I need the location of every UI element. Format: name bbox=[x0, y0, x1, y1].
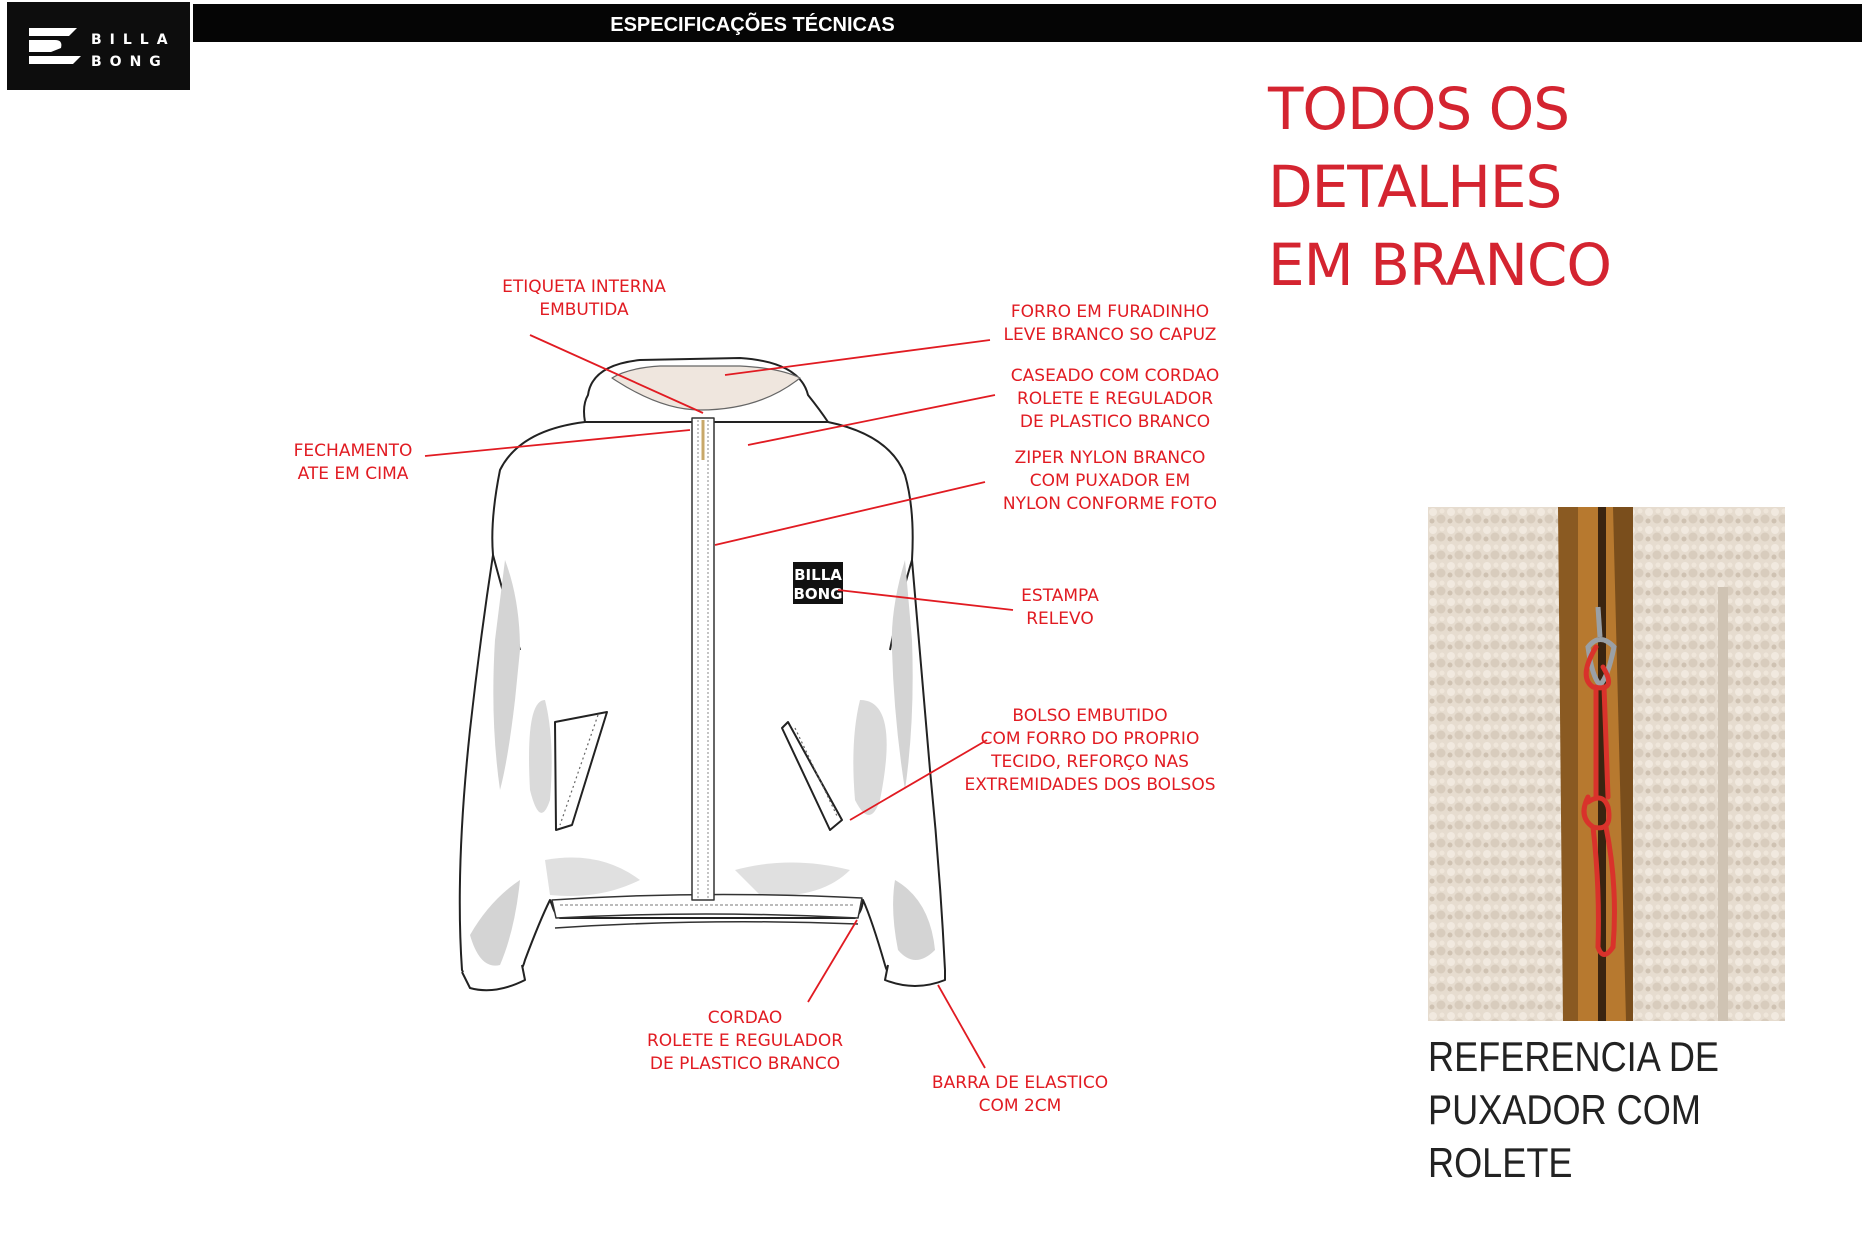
label-bolso bbox=[955, 705, 1225, 797]
headline-line-1: TODOS OS DETALHES bbox=[1268, 75, 1570, 221]
label-barra-line-1: BARRA DE ELASTICO bbox=[931, 1073, 1109, 1093]
label-ziper bbox=[980, 447, 1240, 516]
chest-print-line-1: BILLA bbox=[794, 566, 842, 584]
page-title: ESPECIFICAÇÕES TÉCNICAS bbox=[610, 14, 895, 36]
reference-caption bbox=[1428, 1030, 1806, 1189]
label-fechamento-line-1: FECHAMENTO bbox=[293, 441, 413, 461]
reference-caption-line-2: PUXADOR COM bbox=[1428, 1086, 1701, 1133]
label-forro bbox=[980, 301, 1240, 347]
label-cordao-line-3: DE PLASTICO BRANCO bbox=[649, 1054, 841, 1074]
label-caseado-line-1: CASEADO COM CORDAO bbox=[1010, 366, 1220, 386]
label-bolso-line-2: COM FORRO DO PROPRIO bbox=[980, 729, 1200, 749]
label-forro-line-1: FORRO EM FURADINHO bbox=[1010, 302, 1210, 322]
label-bolso-line-4: EXTREMIDADES DOS BOLSOS bbox=[964, 775, 1216, 795]
label-caseado bbox=[990, 365, 1240, 434]
label-barra bbox=[920, 1072, 1120, 1118]
reference-caption-line-3: ROLETE bbox=[1428, 1139, 1573, 1186]
label-estampa-line-2: RELEVO bbox=[1026, 609, 1094, 629]
label-etiqueta bbox=[484, 276, 684, 322]
label-estampa-line-1: ESTAMPA bbox=[1021, 586, 1099, 606]
headline-line-2: EM BRANCO bbox=[1268, 231, 1612, 299]
reference-caption-line-1: REFERENCIA DE bbox=[1428, 1033, 1720, 1080]
label-bolso-line-3: TECIDO, REFORÇO NAS bbox=[991, 752, 1189, 772]
label-fechamento bbox=[273, 440, 433, 486]
label-ziper-line-2: COM PUXADOR EM bbox=[1029, 471, 1191, 491]
label-ziper-line-3: NYLON CONFORME FOTO bbox=[1002, 494, 1218, 514]
label-etiqueta-line-2: EMBUTIDA bbox=[539, 300, 629, 320]
chest-print-line-2: BONG bbox=[793, 585, 843, 603]
logo-line-2: BONG bbox=[91, 54, 169, 70]
label-caseado-line-3: DE PLASTICO BRANCO bbox=[1019, 412, 1211, 432]
label-caseado-line-2: ROLETE E REGULADOR bbox=[1016, 389, 1214, 409]
label-barra-line-2: COM 2CM bbox=[978, 1096, 1062, 1116]
logo-line-1: BILLA bbox=[91, 32, 176, 48]
chest-print bbox=[793, 562, 843, 604]
label-cordao-line-2: ROLETE E REGULADOR bbox=[646, 1031, 844, 1051]
reference-photo bbox=[1428, 507, 1785, 1021]
label-forro-line-2: LEVE BRANCO SO CAPUZ bbox=[1003, 325, 1217, 345]
label-bolso-line-1: BOLSO EMBUTIDO bbox=[1012, 706, 1168, 726]
label-cordao-line-1: CORDAO bbox=[707, 1008, 783, 1028]
label-etiqueta-line-1: ETIQUETA INTERNA bbox=[502, 277, 666, 297]
label-ziper-line-1: ZIPER NYLON BRANCO bbox=[1014, 448, 1206, 468]
label-cordao bbox=[635, 1007, 855, 1076]
label-estampa bbox=[1000, 585, 1120, 631]
label-fechamento-line-2: ATE EM CIMA bbox=[297, 464, 409, 484]
